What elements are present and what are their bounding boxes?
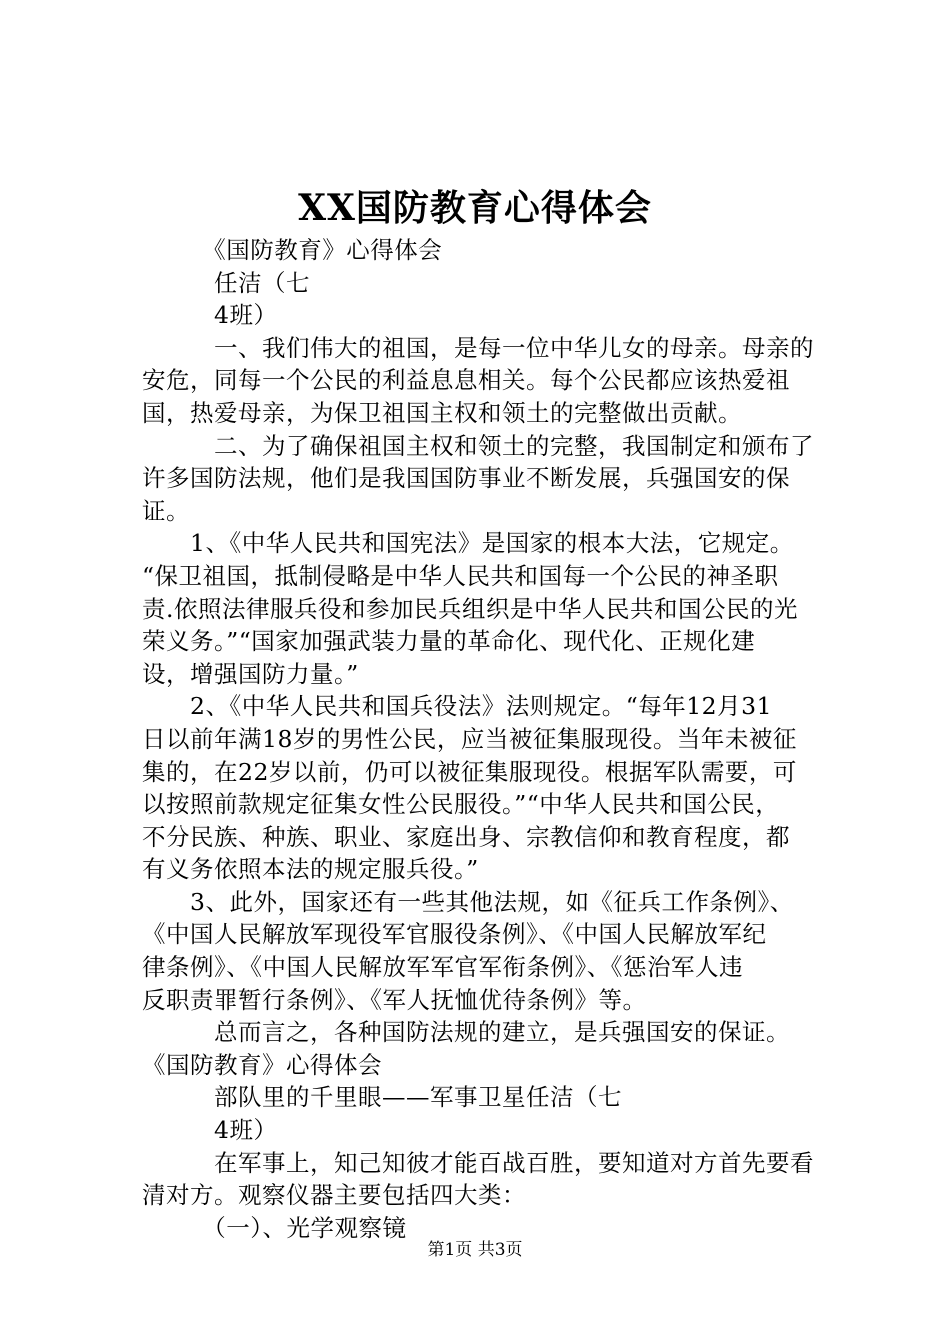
body-line: 二、为了确保祖国主权和领土的完整，我国制定和颁布了 (142, 431, 814, 460)
body-line: 荣义务。”“国家加强武装力量的革命化、现代化、正规化建 (142, 627, 756, 656)
body-line: 《国防教育》心得体会 (142, 1050, 382, 1079)
body-line: 集的，在22岁以前，仍可以被征集服现役。根据军队需要，可 (142, 757, 797, 786)
body-line: 《国防教育》心得体会 (142, 236, 443, 264)
body-line: （一）、光学观察镜 (142, 1213, 407, 1242)
body-line: 反职责罪暂行条例》、《军人抚恤优待条例》等。 (142, 985, 647, 1014)
document-title: XX国防教育心得体会 (298, 187, 652, 229)
body-line: 安危，同每一个公民的利益息息相关。每个公民都应该热爱祖 (142, 366, 790, 395)
body-line: 4班） (142, 301, 278, 330)
body-line: 部队里的千里眼——军事卫星任洁（七 (142, 1083, 622, 1112)
body-line: 证。 (142, 496, 190, 525)
body-line: 设，增强国防力量。” (142, 659, 359, 688)
body-line: 日以前年满18岁的男性公民，应当被征集服现役。当年未被征 (142, 724, 797, 753)
body-line: 在军事上，知己知彼才能百战百胜，要知道对方首先要看 (142, 1148, 814, 1177)
document-body (142, 234, 835, 1244)
body-line: 不分民族、种族、职业、家庭出身、宗教信仰和教育程度，都 (142, 822, 790, 851)
body-line: 一、我们伟大的祖国，是每一位中华儿女的母亲。母亲的 (142, 333, 814, 362)
body-line: 1、《中华人民共和国宪法》是国家的根本大法，它规定。 (142, 529, 794, 558)
body-line: 任洁（七 (142, 268, 310, 297)
page-footer: 第1页 共3页 (427, 1240, 523, 1260)
body-line: 有义务依照本法的规定服兵役。” (142, 855, 479, 884)
body-line: 国，热爱母亲，为保卫祖国主权和领土的完整做出贡献。 (142, 398, 742, 427)
body-line: 2、《中华人民共和国兵役法》法则规定。“每年12月31 (142, 692, 773, 721)
body-line: 责.依照法律服兵役和参加民兵组织是中华人民共和国公民的光 (142, 594, 798, 623)
body-line: 4班） (142, 1116, 278, 1145)
body-line: 总而言之，各种国防法规的建立，是兵强国安的保证。 (142, 1018, 790, 1047)
body-line: 3、此外，国家还有一些其他法规，如《征兵工作条例》、 (142, 887, 794, 916)
body-line: 许多国防法规，他们是我国国防事业不断发展，兵强国安的保 (142, 464, 790, 493)
body-line: 《中国人民解放军现役军官服役条例》、《中国人民解放军纪 (142, 920, 767, 949)
body-line: 以按照前款规定征集女性公民服役。”“中华人民共和国公民， (142, 790, 780, 819)
body-line: 清对方。观察仪器主要包括四大类： (142, 1181, 526, 1210)
body-line: “保卫祖国，抵制侵略是中华人民共和国每一个公民的神圣职 (142, 561, 779, 590)
body-line: 律条例》、《中国人民解放军军官军衔条例》、《惩治军人违 (142, 953, 743, 982)
